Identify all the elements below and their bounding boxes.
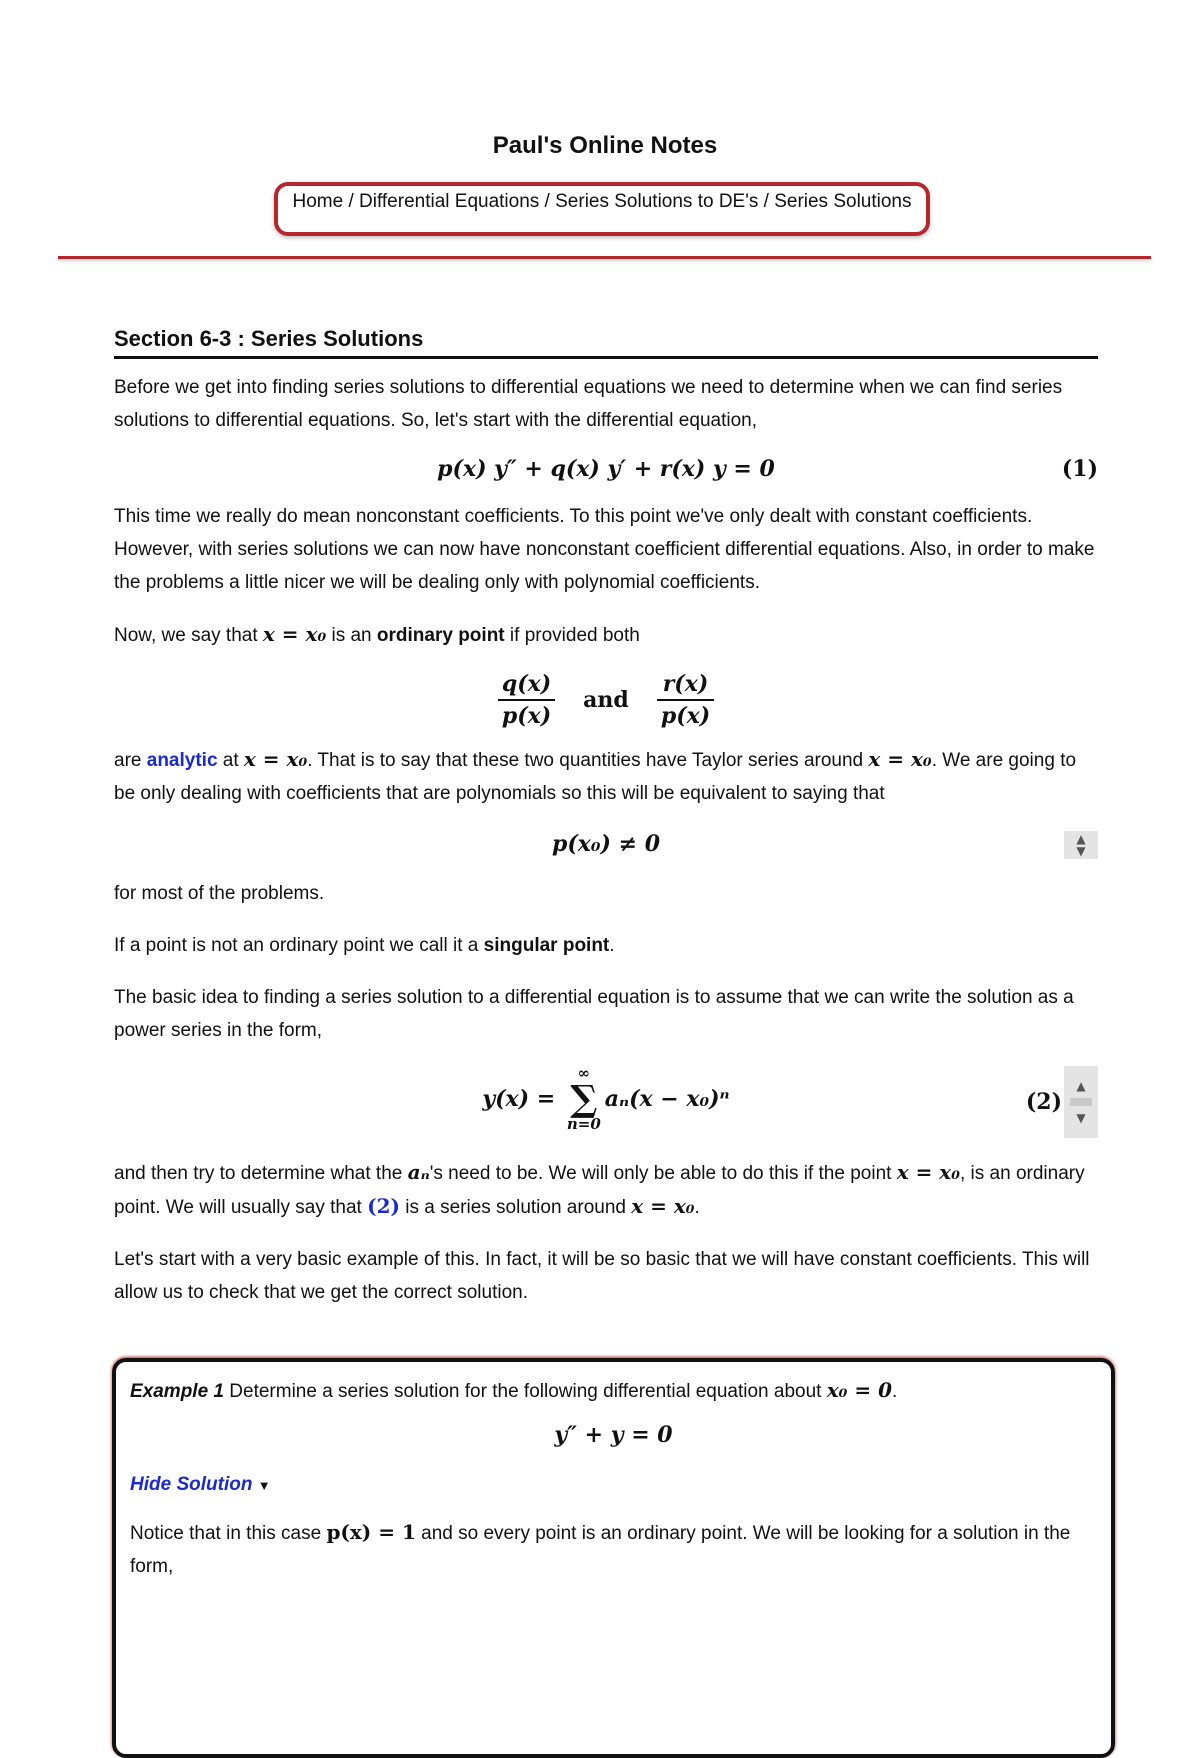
equation-2-number: (2) bbox=[1025, 1089, 1062, 1115]
site-title: Paul's Online Notes bbox=[492, 132, 718, 159]
math-a-n: aₙ bbox=[407, 1160, 430, 1184]
breadcrumb bbox=[274, 182, 930, 236]
spinner-up-icon[interactable]: ▲ bbox=[1076, 832, 1086, 846]
fraction-q-over-p: $\frac{q(x)}{p(x)}$ bbox=[498, 671, 555, 729]
breadcrumb-separator: / bbox=[343, 191, 360, 212]
sum-upper-limit: ∞ bbox=[577, 1064, 591, 1082]
breadcrumb-separator: / bbox=[539, 191, 556, 212]
equation-2-lhs: y(x) = bbox=[482, 1086, 563, 1112]
spinner-track[interactable] bbox=[1070, 1098, 1092, 1106]
term-singular-point: singular point bbox=[483, 935, 610, 956]
determine-coefficients-paragraph: and then try to determine what the aₙ's need to be. We will only be able to do this if the point x = x₀, is an ordinary point. We will usually say that (2) is a series solution around x = x₀. bbox=[114, 1160, 1085, 1218]
singular-point-paragraph: If a point is not an ordinary point we call it a singular point. bbox=[114, 935, 615, 956]
math-p-eq-1: p(x) = 1 bbox=[326, 1520, 416, 1544]
spinner-down-icon[interactable]: ▼ bbox=[1076, 1111, 1086, 1125]
section-title: Section 6-3 : Series Solutions bbox=[114, 326, 1098, 359]
scroll-spinner[interactable] bbox=[1064, 831, 1098, 859]
solution-paragraph: Notice that in this case p(x) = 1 and so every point is an ordinary point. We will be looking for a solution in the form, bbox=[130, 1520, 1071, 1577]
header-divider bbox=[58, 256, 1151, 259]
main-content bbox=[114, 326, 1098, 1328]
breadcrumb-separator: / bbox=[758, 191, 775, 212]
term-ordinary-point: ordinary point bbox=[376, 625, 505, 646]
sigma-symbol: ∑ bbox=[570, 1078, 598, 1120]
breadcrumb-current: Series Solutions bbox=[774, 191, 912, 212]
ordinary-point-paragraph: Now, we say that x = x₀ is an ordinary point if provided both bbox=[114, 622, 640, 646]
equation-2 bbox=[114, 1066, 1098, 1138]
equation-1-body: p(x) y″ + q(x) y′ + r(x) y = 0 bbox=[437, 456, 775, 482]
intro-paragraph: Before we get into finding series solutions to differential equations we need to determine when we can find series solutions to differential equations. So, let's start with the differential equation, bbox=[114, 377, 1063, 431]
analytic-paragraph: are analytic at x = x₀. That is to say that these two quantities have Taylor series around x = x₀. We are going to be only dealing with coefficients that are polynomials so this will be equivalent to saying that bbox=[114, 747, 1077, 804]
example-box bbox=[112, 1358, 1115, 1758]
most-problems-paragraph: for most of the problems. bbox=[114, 883, 325, 904]
spinner-up-icon[interactable]: ▲ bbox=[1076, 1079, 1086, 1093]
example-equation: y″ + y = 0 bbox=[554, 1422, 673, 1448]
hide-solution-label[interactable]: Hide Solution bbox=[130, 1474, 253, 1495]
equation-2-rhs: aₙ(x − x₀)ⁿ bbox=[604, 1086, 730, 1112]
sum-lower-limit: n=0 bbox=[566, 1115, 601, 1133]
and-word: and bbox=[583, 687, 629, 713]
fraction-r-over-p: $\frac{r(x)}{p(x)}$ bbox=[657, 671, 714, 729]
math-x-eq-x0: x = x₀ bbox=[896, 1160, 960, 1184]
breadcrumb-series-solutions-de-link[interactable]: Series Solutions to DE's bbox=[555, 191, 759, 212]
equation-2-reference-link[interactable]: (2) bbox=[367, 1194, 400, 1218]
analytic-link[interactable]: analytic bbox=[146, 750, 218, 771]
equation-1-number: (1) bbox=[1061, 456, 1098, 482]
summation bbox=[567, 1066, 601, 1132]
condition-equation-body: p(x₀) ≠ 0 bbox=[551, 831, 660, 857]
caret-down-icon[interactable]: ▼ bbox=[257, 1478, 271, 1493]
example-statement: Example 1 Determine a series solution for the following differential equation about x₀ = 0. bbox=[130, 1378, 898, 1402]
spinner-down-icon[interactable]: ▼ bbox=[1076, 844, 1086, 858]
equation-1 bbox=[114, 456, 1098, 482]
hide-solution-toggle[interactable] bbox=[130, 1468, 1097, 1502]
ratio-equations bbox=[114, 671, 1098, 729]
math-x0-eq-0: x₀ = 0 bbox=[826, 1378, 893, 1402]
scroll-spinner[interactable] bbox=[1064, 1066, 1098, 1138]
coefficients-paragraph: This time we really do mean nonconstant coefficients. To this point we've only dealt with constant coefficients. However, with series solutions we can now have nonconstant coefficient differential equations. Also, in order to make the problems a little nicer we will be dealing only with polynomial coefficients. bbox=[114, 506, 1095, 593]
example-label: Example 1 bbox=[130, 1381, 224, 1402]
math-x-eq-x0: x = x₀ bbox=[243, 747, 308, 771]
basic-idea-paragraph: The basic idea to finding a series solution to a differential equation is to assume that we can write the solution as a power series in the form, bbox=[114, 987, 1074, 1041]
math-x-eq-x0: x = x₀ bbox=[868, 747, 932, 771]
breadcrumb-differential-equations-link[interactable]: Differential Equations bbox=[359, 191, 540, 212]
basic-example-paragraph: Let's start with a very basic example of this. In fact, it will be so basic that we will have constant coefficients. This will allow us to check that we get the correct solution. bbox=[114, 1249, 1090, 1303]
condition-equation bbox=[114, 829, 1098, 859]
math-x-eq-x0: x = x₀ bbox=[262, 622, 327, 646]
math-x-eq-x0: x = x₀ bbox=[631, 1194, 695, 1218]
breadcrumb-home-link[interactable]: Home bbox=[292, 191, 344, 212]
